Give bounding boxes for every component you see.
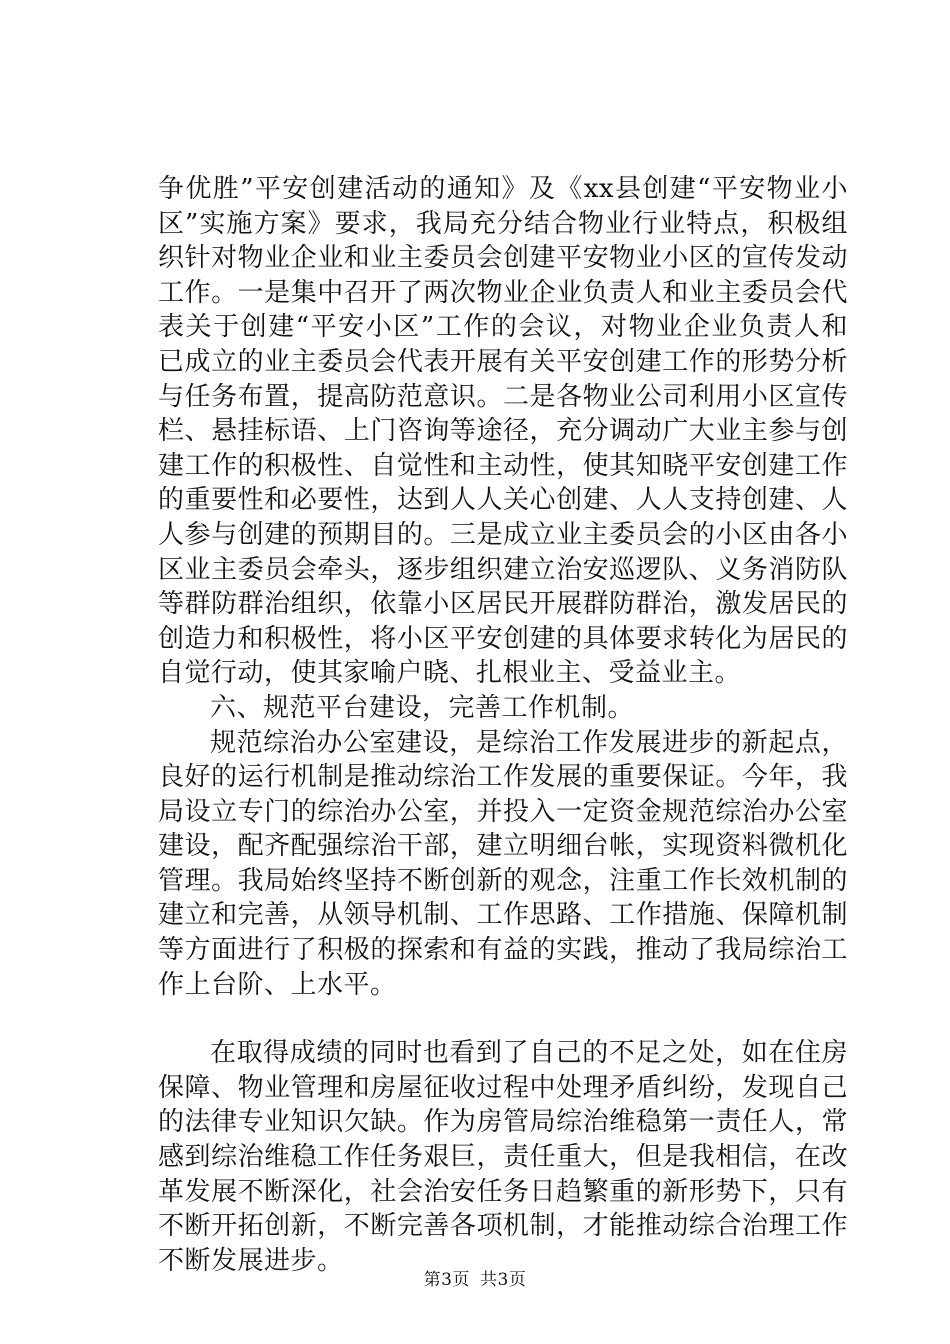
page-footer (0, 1270, 950, 1290)
paragraph-shortcomings: 在取得成绩的同时也看到了自己的不足之处，如在住房保障、物业管理和房屋征收过程中处理矛盾纠纷，发现自己的法律专业知识欠缺。作为房管局综治维稳第一责任人，常感到综治维稳工作任务艰巨，责任重大，但是我相信，在改革发展不断深化，社会治安任务日趋繁重的新形势下，只有不断开拓创新，不断完善各项机制，才能推动综合治理工作不断发展进步。 (158, 1038, 848, 1276)
page-number: 第3页 (423, 1270, 470, 1290)
section-heading-platform: 六、规范平台建设，完善工作机制。 (210, 692, 635, 723)
paragraph-property-safety: 争优胜”平安创建活动的通知》及《xx县创建“平安物业小区”实施方案》要求，我局充分结合物业行业特点，积极组织针对物业企业和业主委员会创建平安物业小区的宣传发动工作。一是集中召开了两次物业企业负责人和业主委员会代表关于创建“平安小区”工作的会议，对物业企业负责人和已成立的业主委员会代表开展有关平安创建工作的形势分析与任务布置，提高防范意识。二是各物业公司利用小区宣传栏、悬挂标语、上门咨询等途径，充分调动广大业主参与创建工作的积极性、自觉性和主动性，使其知晓平安创建工作的重要性和必要性，达到人人关心创建、人人支持创建、人人参与创建的预期目的。三是成立业主委员会的小区由各小区业主委员会牵头，逐步组织建立治安巡逻队、义务消防队等群防群治组织，依靠小区居民开展群防群治，激发居民的创造力和积极性，将小区平安创建的具体要求转化为居民的自觉行动，使其家喻户晓、扎根业主、受益业主。 (158, 174, 848, 689)
page-total: 共3页 (480, 1270, 527, 1290)
paragraph-platform-building: 规范综治办公室建设，是综治工作发展进步的新起点，良好的运行机制是推动综治工作发展的重要保证。今年，我局设立专门的综治办公室，并投入一定资金规范综治办公室建设，配齐配强综治干部，建立明细台帐，实现资料微机化管理。我局始终坚持不断创新的观念，注重工作长效机制的建立和完善，从领导机制、工作思路、工作措施、保障机制等方面进行了积极的探索和有益的实践，推动了我局综治工作上台阶、上水平。 (158, 727, 848, 1000)
paragraph-gap (158, 1002, 848, 1036)
document-body (158, 172, 848, 1278)
